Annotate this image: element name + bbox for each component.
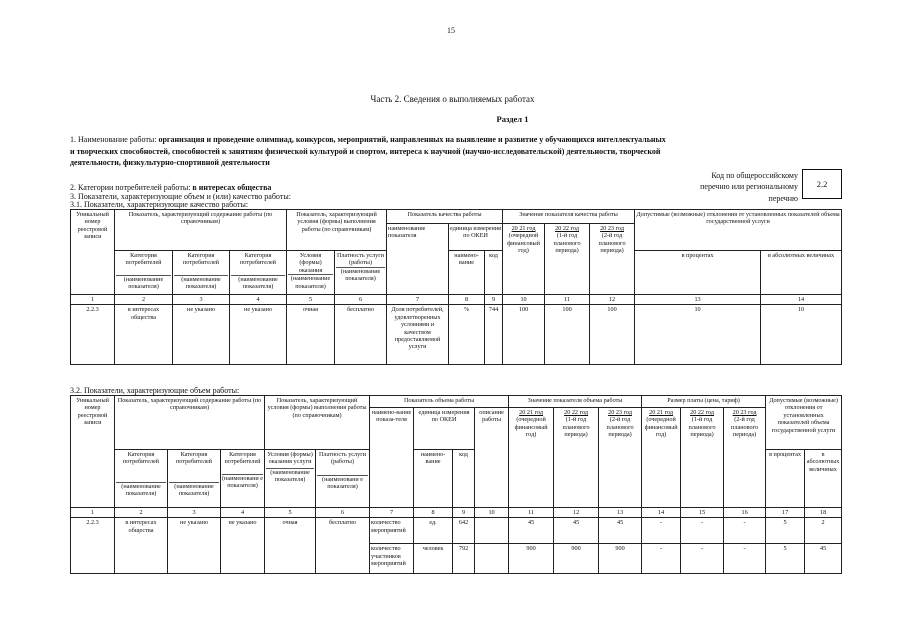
page-number: 15 [447, 26, 455, 35]
cell-regnum: 2.2.3 [71, 518, 115, 574]
h-year-2 [554, 408, 599, 508]
cell-cat-1: в интересах общества [115, 518, 168, 574]
year-3-bottom: (2-й год планового периода) [606, 416, 634, 439]
col-num: 4 [221, 508, 265, 518]
col-num: 3 [173, 295, 230, 305]
cat-1-note: (наименование показателя) [116, 275, 171, 291]
cell-value-3: 45 [599, 518, 642, 544]
col-num: 12 [554, 508, 599, 518]
cat-1-note: (наименование показателя) [116, 482, 166, 498]
h-conditions: Показатель, характеризующий условия (формы) выполнения работы (по справочникам) [265, 396, 370, 450]
cat-2-label: Категория потребителей [176, 451, 212, 466]
cell-unit: человек [414, 544, 453, 574]
cell-dev-abs: 10 [761, 305, 842, 365]
h-volume: Показатель объема работы [370, 396, 509, 408]
section-title: Раздел 1 [496, 114, 529, 124]
cond-2-label: Платность услуги (работы) [336, 252, 385, 267]
h-indicator-name: наименование показателя [387, 224, 449, 295]
h-deviation: Допустимые (возможные) отклонения от установленных показателей объема государственной услуги [635, 210, 842, 251]
year-3-bottom: (2-й год планового периода) [598, 232, 626, 255]
col-num: 14 [642, 508, 681, 518]
col-num: 8 [414, 508, 453, 518]
cat-1-label: Категория потребителей [123, 451, 159, 466]
h-year-3 [590, 224, 635, 295]
cell-fee-3: - [724, 518, 766, 544]
col-num: 6 [316, 508, 370, 518]
h-unit-name: наимено-вание [449, 251, 485, 295]
h-values: Значение показателя объема работы [509, 396, 642, 408]
col-num: 10 [475, 508, 509, 518]
cell-cat-1: в интересах общества [115, 305, 173, 365]
cell-value-2: 100 [545, 305, 590, 365]
col-num: 10 [503, 295, 545, 305]
col-num: 15 [681, 508, 724, 518]
cell-value-1: 900 [509, 544, 554, 574]
cell-value-1: 45 [509, 518, 554, 544]
h-year-3 [599, 408, 642, 508]
cond-2-note: (наименовани е показателя) [317, 475, 368, 491]
cat-3-label: Категория потребителей [240, 252, 276, 267]
table-row [71, 518, 842, 544]
col-num: 3 [168, 508, 221, 518]
quality-title: 3.1. Показатели, характеризующие качество работы: [70, 200, 249, 209]
col-num: 9 [453, 508, 475, 518]
col-num: 11 [545, 295, 590, 305]
fee-year-3-bottom: (2-й год планового периода) [731, 416, 759, 439]
h-unit: единица измерения по ОКЕИ [414, 408, 475, 450]
cell-indicator-name: количество мероприятий [370, 518, 414, 544]
work-name-value: организация и проведение олимпиад, конкурсов, мероприятий, направленных на выявление и развитие у обучающихся интеллектуальных и творческих способностей, способностей к занятиям физической культурой и спортом, интереса к научной (научно-исследовательской) деятельности, творческой деятельности, физкультурно-спортивной деятельности [70, 135, 666, 167]
work-name-label: 1. Наименование работы: [70, 135, 159, 144]
col-num: 16 [724, 508, 766, 518]
cell-cond-1: очная [287, 305, 335, 365]
h-cat-1 [115, 450, 168, 508]
cat-1-label: Категория потребителей [125, 252, 162, 267]
col-num: 17 [766, 508, 805, 518]
h-cat-2 [168, 450, 221, 508]
h-regnum: Уникальный номер реестровой записи [71, 210, 115, 295]
h-quality: Показатель качества работы [387, 210, 503, 224]
h-cat-3 [221, 450, 265, 508]
cell-code: 642 [453, 518, 475, 544]
h-conditions: Показатель, характеризующий условия (формы) выполнения работы (по справочникам) [287, 210, 387, 251]
h-dev-pct: в процентах [766, 450, 805, 508]
cond-2-label: Платность услуги (работы) [318, 451, 367, 466]
code-value: 2.2 [802, 169, 842, 199]
col-num: 4 [230, 295, 287, 305]
fee-year-3-top: 20 23 год [732, 409, 757, 416]
table-row [71, 305, 842, 365]
cond-2-note: (наименование показателя) [336, 267, 385, 283]
quality-table [70, 209, 842, 365]
consumers [70, 183, 271, 192]
h-unit: единица измерения по ОКЕИ [449, 224, 503, 251]
fee-year-1-top: 20 21 год [649, 409, 674, 416]
cell-unit: % [449, 305, 485, 365]
cell-dev-pct: 10 [635, 305, 761, 365]
h-cond-2 [316, 450, 370, 508]
cat-3-note: (наименование показателя) [231, 275, 285, 291]
col-num: 1 [71, 508, 115, 518]
h-year-1 [503, 224, 545, 295]
h-cat-1 [115, 251, 173, 295]
year-1-top: 20 21 год [511, 225, 536, 232]
h-values: Значение показателя качества работы [503, 210, 635, 224]
year-1-top: 20 21 год [519, 409, 544, 416]
col-num: 13 [599, 508, 642, 518]
cell-value-3: 900 [599, 544, 642, 574]
cell-description [475, 544, 509, 574]
year-2-top: 20 22 год [564, 409, 589, 416]
cell-indicator-name: Доля потребителей, удовлетворенных условиями и качеством предоставляемой услуги [387, 305, 449, 365]
cell-fee-1: - [642, 544, 681, 574]
cat-3-note: (наименовани е показателя) [222, 474, 263, 490]
col-num: 8 [449, 295, 485, 305]
h-content: Показатель, характеризующий содержание работы (по справочникам) [115, 396, 265, 450]
cell-fee-2: - [681, 544, 724, 574]
cell-value-2: 45 [554, 518, 599, 544]
h-year-2 [545, 224, 590, 295]
cat-2-note: (наименование показателя) [169, 482, 219, 498]
col-num: 2 [115, 295, 173, 305]
cell-dev-abs: 45 [805, 544, 842, 574]
cell-cat-3: не указано [221, 518, 265, 574]
cell-cat-3: не указано [230, 305, 287, 365]
h-content: Показатель, характеризующий содержание работы (по справочникам) [115, 210, 287, 251]
h-unit-code: код [485, 251, 503, 295]
fee-year-2-bottom: (1-й год планового периода) [688, 416, 716, 439]
year-2-top: 20 22 год [555, 225, 579, 232]
volume-title: 3.2. Показатели, характеризующие объем работы: [70, 386, 240, 395]
cell-indicator-name: количество участников мероприятий [370, 544, 414, 574]
h-fee-year-3 [724, 408, 766, 508]
h-cond-2 [335, 251, 387, 295]
cell-code: 744 [485, 305, 503, 365]
col-num: 13 [635, 295, 761, 305]
cell-code: 792 [453, 544, 475, 574]
indicators-title: 3. Показатели, характеризующие объем и (или) качество работы: [70, 192, 291, 201]
code-label: Код по общероссийскому перечню или региональному перечню [700, 171, 798, 203]
year-1-bottom: (очередной финансовый год) [514, 416, 548, 439]
col-num: 9 [485, 295, 503, 305]
col-num: 7 [387, 295, 449, 305]
cat-2-note: (наименование показателя) [174, 275, 228, 291]
year-1-bottom: (очередной финансовый год) [507, 232, 540, 255]
cell-value-1: 100 [503, 305, 545, 365]
col-num: 1 [71, 295, 115, 305]
cell-regnum: 2.2.3 [71, 305, 115, 365]
h-year-1 [509, 408, 554, 508]
cell-fee-1: - [642, 518, 681, 544]
cell-cat-2: не указано [168, 518, 221, 574]
cond-1-label: Условия (формы) оказания услуги [267, 451, 313, 466]
cond-1-label: Условия (формы) оказания [298, 252, 323, 274]
h-fee-year-2 [681, 408, 724, 508]
col-num: 5 [265, 508, 316, 518]
h-cond-1 [287, 251, 335, 295]
h-unit-code: код [453, 450, 475, 508]
cond-1-note: (наименование показателя) [266, 468, 314, 484]
year-3-top: 20 23 год [608, 409, 633, 416]
h-indicator-name: наимено-вание показа-теля [370, 408, 414, 508]
col-num: 6 [335, 295, 387, 305]
h-fee: Размер платы (цена, тариф) [642, 396, 766, 408]
h-deviation: Допустимые (возможные) отклонения от установленных показателей объема государственной услуги [766, 396, 842, 450]
h-cond-1 [265, 450, 316, 508]
cell-value-3: 100 [590, 305, 635, 365]
cond-1-note: (наименование показателя) [288, 274, 333, 290]
col-num: 14 [761, 295, 842, 305]
cell-cond-2: бесплатно [335, 305, 387, 365]
h-dev-pct: в процентах [635, 251, 761, 295]
year-3-top: 20 23 год [600, 225, 624, 232]
cat-2-label: Категория потребителей [183, 252, 219, 267]
cell-fee-3: - [724, 544, 766, 574]
cell-dev-abs: 2 [805, 518, 842, 544]
h-cat-2 [173, 251, 230, 295]
col-num: 5 [287, 295, 335, 305]
consumers-value: в интересах общества [192, 183, 272, 192]
h-dev-abs: в абсолютных величинах [761, 251, 842, 295]
consumers-label: 2. Категории потребителей работы: [70, 183, 193, 192]
cell-cat-2: не указано [173, 305, 230, 365]
cell-description [475, 518, 509, 544]
volume-table [70, 395, 842, 574]
cell-fee-2: - [681, 518, 724, 544]
h-fee-year-1 [642, 408, 681, 508]
cell-cond-1: очная [265, 518, 316, 574]
year-2-bottom: (1-й год планового периода) [562, 416, 590, 439]
col-num: 12 [590, 295, 635, 305]
h-description: описание работы [475, 408, 509, 508]
cell-dev-pct: 5 [766, 518, 805, 544]
h-unit-name: наимено-вание [414, 450, 453, 508]
fee-year-2-top: 20 22 год [690, 409, 715, 416]
col-num: 2 [115, 508, 168, 518]
h-regnum: Уникальный номер реестровой записи [71, 396, 115, 508]
h-dev-abs: в абсолютных величинах [805, 450, 842, 508]
col-num: 18 [805, 508, 842, 518]
year-2-bottom: (1-й год планового периода) [553, 232, 581, 255]
col-num: 7 [370, 508, 414, 518]
cell-cond-2: бесплатно [316, 518, 370, 574]
work-name [70, 134, 670, 169]
h-cat-3 [230, 251, 287, 295]
col-num: 11 [509, 508, 554, 518]
cat-3-label: Категория потребителей [224, 451, 261, 466]
cell-unit: ед. [414, 518, 453, 544]
part-title: Часть 2. Сведения о выполняемых работах [370, 94, 535, 104]
fee-year-1-bottom: (очередной финансовый год) [644, 416, 678, 439]
cell-dev-pct: 5 [766, 544, 805, 574]
cell-value-2: 900 [554, 544, 599, 574]
